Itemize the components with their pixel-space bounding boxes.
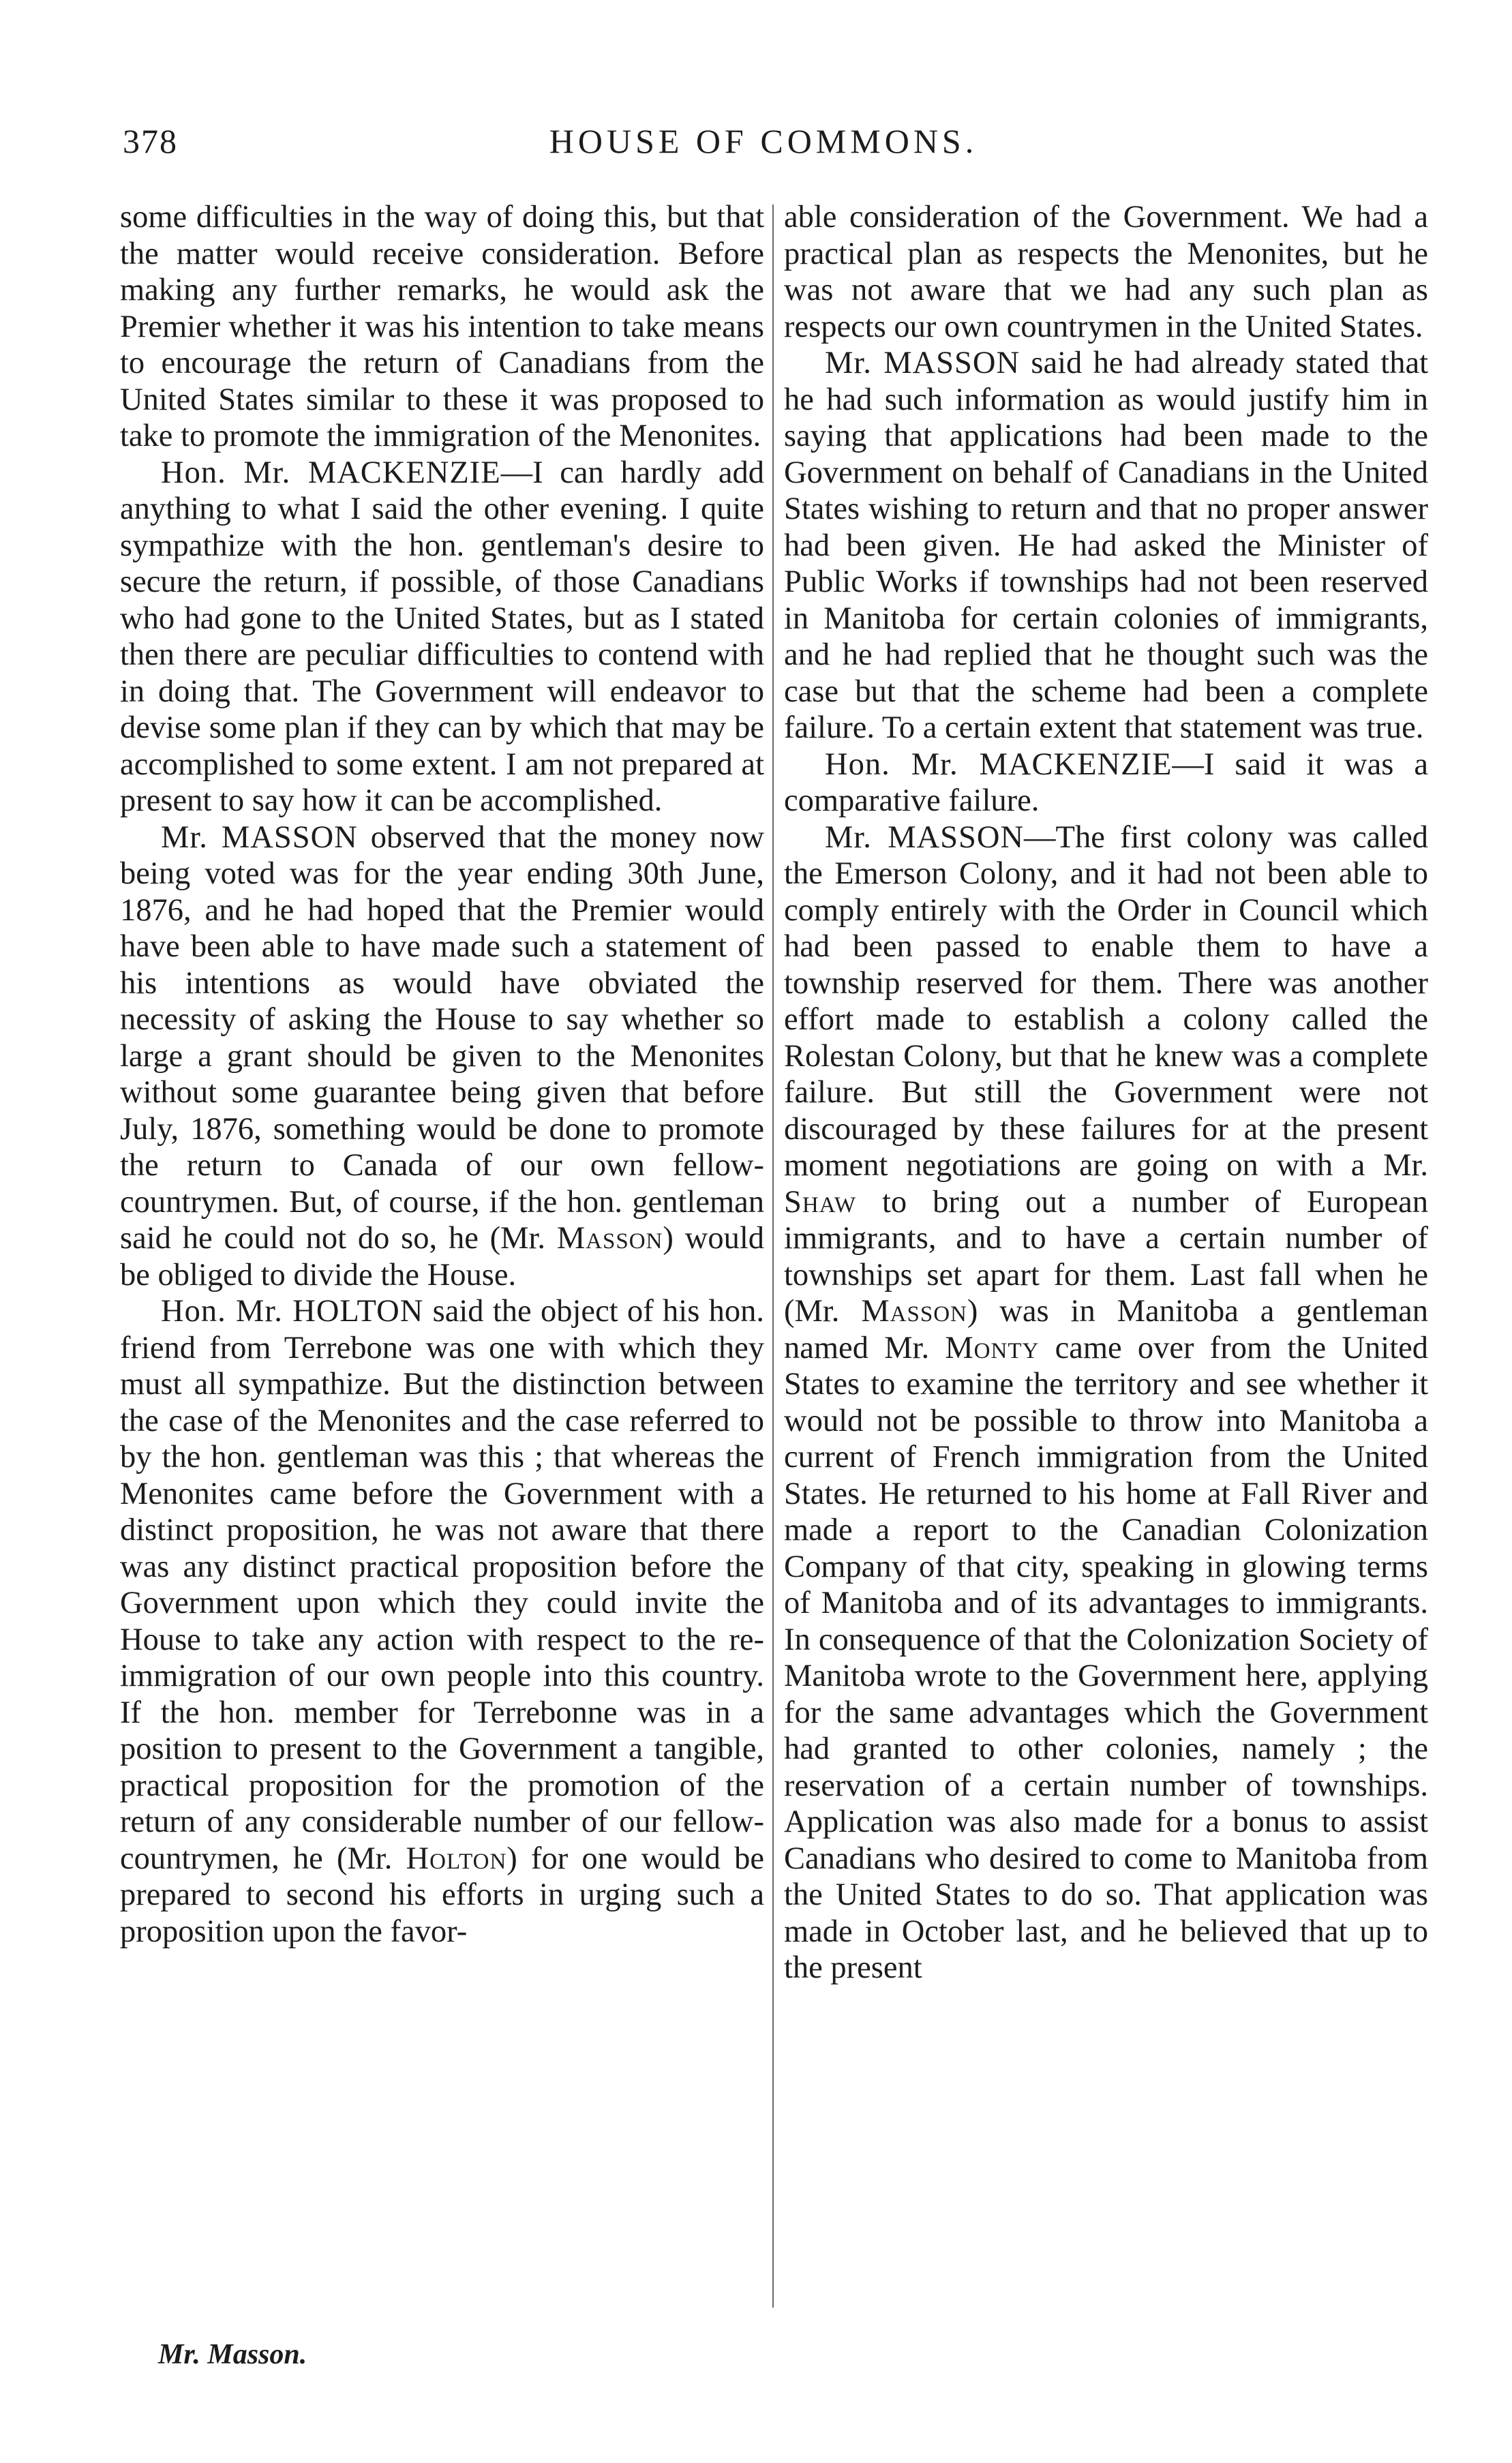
member-name: Holton	[406, 1841, 507, 1876]
paragraph-text: said he had already stated that he had such information as would justify him in saying that applications had been made to the Government on behalf of Canadians in the United States wishing to return and that no proper answer had been given. He had asked the Minister of Public Works if townships had not been reserved in Manitoba for certain colonies of immigrants, and he had replied that he thought such was the case but that the scheme had been a complete failure. To a certain extent that statement was true.	[784, 346, 1428, 745]
paragraph-text: came over from the United States to examine the territory and see whether it would not be possible to throw into Manitoba a current of French immigration from the United States. He returned to his home at Fall River and made a report to the Canadian Colonization Company of that city, speaking in glowing terms of Manitoba and of its advantages to immigrants. In consequence of that the Colonization Society of Manitoba wrote to the Government here, applying for the same advantages which the Government had granted to other colonies, namely ; the reservation of a certain number of townships. Application was also made for a bonus to assist Canadians who desired to come to Manitoba from the United States to do so. That application was made in October last, and he believed that up to the present	[784, 1330, 1428, 1985]
left-column	[120, 199, 764, 1950]
speaker-name: Hon. Mr. MACKENZIE	[161, 455, 501, 490]
running-head: HOUSE OF COMMONS.	[549, 122, 978, 160]
member-name: Monty	[945, 1330, 1040, 1365]
speaker-name: Hon. Mr. HOLTON	[161, 1294, 424, 1329]
speaker-name: Mr. MASSON	[161, 819, 358, 855]
paragraph-text: able consideration of the Government. We had a practical plan as respects the Menonites, but he was not aware that we had any such plan as respects our own countrymen in the United States.	[784, 200, 1428, 344]
footer-catchword: Mr. Masson.	[158, 2339, 307, 2370]
paragraph	[120, 1293, 764, 1950]
paragraph	[784, 345, 1428, 746]
paragraph	[784, 819, 1428, 1986]
page-number: 378	[123, 122, 178, 160]
speaker-name: Mr. MASSON	[825, 346, 1020, 380]
right-column	[784, 199, 1428, 1986]
speaker-name: Hon. Mr. MACKENZIE	[825, 746, 1173, 782]
paragraph-text: —I said it was a comparative failure.	[784, 746, 1428, 818]
paragraph-text: observed that the money now being voted was for the year ending 30th June, 1876, and he had hoped that the Premier would have been able to have made such a statement of his intentions as would have obviated the necessity of asking the House to say whether so large a grant should be given to the Menonites without some guarantee being given that before July, 1876, something would be done to promote the return to Canada of our own fellow-countrymen. But, of course, if the hon. gentleman said he could not do so, he (Mr.	[120, 819, 764, 1256]
paragraph-text: said the object of his hon. friend from Terrebone was one with which they must all sympathize. But the distinction between the case of the Menonites and the case referred to by the hon. gentleman was this ; that whereas the Menonites came before the Government with a distinct proposition, he was not aware that there was any distinct practical proposition before the Government upon which they could invite the House to take any action with respect to the re-immigration of our own people into this country. If the hon. member for Terrebonne was in a position to present to the Government a tangible, practical proposition for the promotion of the return of any considerable number of our fellow-countrymen, he (Mr.	[120, 1294, 764, 1876]
paragraph	[784, 746, 1428, 819]
member-name: Masson	[861, 1294, 967, 1329]
paragraph	[120, 199, 764, 455]
paragraph	[784, 199, 1428, 345]
speaker-name: Mr. MASSON	[825, 819, 1025, 855]
paragraph-text: ) for one would be prepared to second his efforts in urging such a proposition upon the favor-	[120, 1841, 764, 1949]
paragraph-text: to bring out a number of European immigrants, and to have a certain number of townships set apart for them. Last fall when he (Mr.	[784, 1184, 1428, 1329]
paragraph	[120, 819, 764, 1294]
paragraph-text: ) was in Manitoba a gentleman named Mr.	[784, 1294, 1429, 1365]
page-header	[123, 121, 1404, 176]
column-rule	[772, 205, 774, 2308]
paragraph	[120, 455, 764, 819]
paragraph-text: some difficulties in the way of doing this, but that the matter would receive consideration. Before making any further remarks, he would ask the Premier whether it was his intention to take means to encourage the return of Canadians from the United States similar to these it was proposed to take to promote the immigration of the Menonites.	[120, 200, 764, 453]
paragraph-text: —The first colony was called the Emerson Colony, and it had not been able to comply entirely with the Order in Council which had been passed to enable them to have a township reserved for them. There was another effort made to establish a colony called the Rolestan Colony, but that he knew was a complete failure. But still the Government were not discouraged by these failures for at the present moment negotiations are going on with a Mr.	[784, 819, 1428, 1183]
paragraph-text: ) would be obliged to divide the House.	[120, 1221, 764, 1293]
paragraph-text: —I can hardly add anything to what I said the other evening. I quite sympathize with the hon. gentleman's desire to secure the return, if possible, of those Canadians who had gone to the United States, but as I stated then there are peculiar difficulties to contend with in doing that. The Government will endeavor to devise some plan if they can by which that may be accomplished to some extent. I am not prepared at present to say how it can be accomplished.	[120, 455, 764, 818]
member-name: Masson	[556, 1221, 663, 1256]
member-name: Shaw	[784, 1184, 857, 1220]
